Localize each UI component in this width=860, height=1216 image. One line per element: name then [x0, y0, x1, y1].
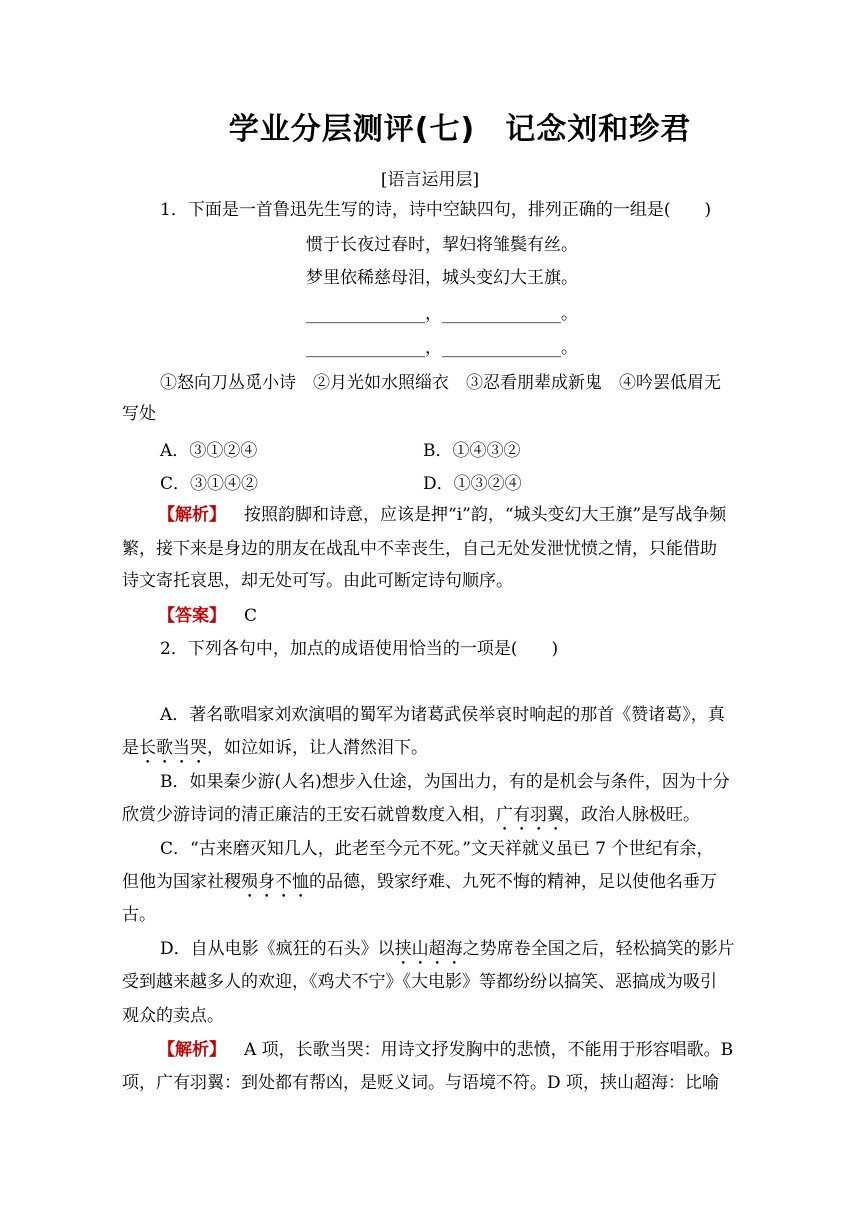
q2-option-c-cont: 但他为国家社稷殒身不恤的品德，毁家纾难、九死不悔的精神，足以使他名垂万: [122, 872, 717, 892]
q2-stem: 2．下列各句中，加点的成语使用恰当的一项是( ): [160, 639, 559, 659]
q2-option-a: A．著名歌唱家刘欢演唱的蜀军为诸葛武侯举哀时响起的那首《赞诸葛》，真: [160, 705, 725, 725]
option-c: C．③①④②: [160, 474, 259, 494]
poem-blank-line: ______________，______________。: [306, 338, 578, 358]
option-d: D．①③②④: [423, 474, 522, 494]
answer-value: C: [244, 606, 258, 626]
q2-option-c: C．“古来磨灭知几人，此老至今元不死。”文天祥就义虽已 7 个世纪有余，: [160, 839, 714, 859]
poem-line: 惯于长夜过春时，挈妇将雏鬓有丝。: [306, 235, 578, 255]
q1-stem: 1．下面是一首鲁迅先生写的诗，诗中空缺四句，排列正确的一组是( ): [160, 200, 712, 220]
q1-analysis: [158, 503, 740, 527]
q2-option-d-cont2: 观众的卖点。: [122, 1006, 224, 1026]
q2-option-b: B．如果秦少游(人名)想步入仕途，为国出力，有的是机会与条件，因为十分: [160, 772, 730, 792]
analysis-text: 繁，接下来是身边的朋友在战乱中不幸丧生，自己无处发泄忧愤之情，只能借助: [122, 539, 717, 559]
analysis-tag: 【解析】: [158, 505, 226, 525]
analysis-text: A 项，长歌当哭：用诗文抒发胸中的悲愤，不能用于形容唱歌。B: [244, 1040, 734, 1060]
q2-option-b-cont: 欣赏少游诗词的清正廉洁的王安石就曾数度入相，广有羽翼，政治人脉极旺。: [122, 805, 700, 825]
title-part2: 记念刘和珍君: [505, 112, 692, 147]
q1-choices: ①怒向刀丛觅小诗 ②月光如水照缁衣 ③忍看朋辈成新鬼 ④吟罢低眉无: [160, 373, 721, 393]
q1-answer: [158, 604, 740, 628]
dotted-idiom: 挟山超海: [394, 939, 463, 959]
option-a: A．③①②④: [160, 441, 258, 461]
q2-option-c-cont2: 古。: [122, 905, 156, 925]
dotted-idiom: 长歌当哭: [139, 738, 207, 758]
section-label: [语言运用层]: [380, 170, 480, 190]
q2-option-a-cont: 是长歌当哭，如泣如诉，让人潸然泪下。: [122, 738, 428, 758]
analysis-text: 诗文寄托哀思，却无处可写。由此可断定诗句顺序。: [122, 571, 513, 591]
q2-option-d-cont: 受到越来越多人的欢迎，《鸡犬不宁》《大电影》等都纷纷以搞笑、恶搞成为吸引: [122, 972, 717, 992]
dotted-idiom: 广有羽翼: [496, 805, 564, 825]
analysis-tag: 【解析】: [158, 1040, 226, 1060]
q2-option-d: D．自从电影《疯狂的石头》以挟山超海之势席卷全国之后，轻松搞笑的影片: [160, 939, 735, 959]
q1-choices-cont: 写处: [122, 404, 156, 424]
analysis-text: 按照韵脚和诗意，应该是押“i”韵，“城头变幻大王旗”是写战争频: [244, 505, 727, 525]
q2-analysis: [158, 1038, 740, 1062]
poem-blank-line: ______________，______________。: [306, 304, 578, 324]
poem-line: 梦里依稀慈母泪，城头变幻大王旗。: [306, 268, 578, 288]
title-part1: 学业分层测评(七): [228, 112, 476, 147]
dotted-idiom: 殒身不恤: [241, 872, 309, 892]
option-b: B．①④③②: [423, 441, 521, 461]
answer-tag: 【答案】: [158, 606, 226, 626]
page-title: [0, 104, 860, 148]
analysis-text: 项，广有羽翼：到处都有帮凶，是贬义词。与语境不符。D 项，挟山超海：比喻: [122, 1073, 720, 1093]
